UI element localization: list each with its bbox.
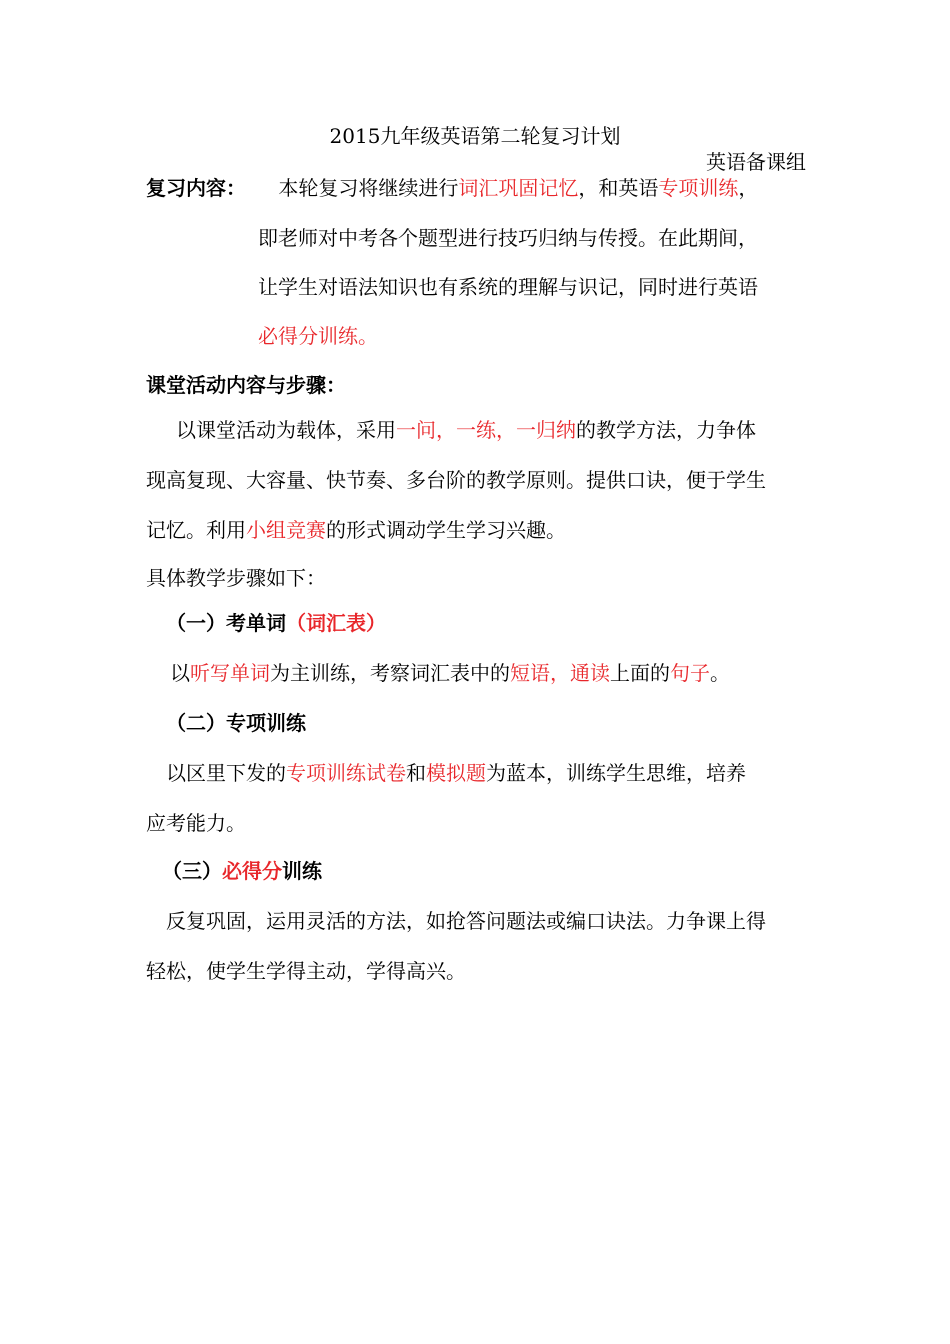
step2-line-1 [166, 759, 808, 787]
step1-segment: 。 [710, 661, 730, 685]
highlight-vocab-memory: 词汇巩固记忆 [458, 176, 579, 200]
highlight-dictation: 听写单词 [190, 661, 270, 685]
highlight-test-papers: 专项训练试卷 [286, 761, 406, 785]
activity-line-2: 现高复现、大容量、快节奏、多台阶的教学原则。提供口诀，便于学生 [146, 468, 766, 492]
step3-heading-highlight: 必得分 [222, 859, 282, 883]
review-text: ， [738, 176, 759, 200]
step1-segment: 为主训练，考察词汇表中的 [270, 661, 510, 685]
review-line-1 [146, 174, 808, 202]
step1-text [170, 659, 832, 687]
step2-segment: 为蓝本，训练学生思维，培养 [486, 761, 746, 785]
review-line-2: 即老师对中考各个题型进行技巧归纳与传授。在此期间， [258, 226, 758, 250]
step1-heading-text: （一）考单词 [166, 611, 286, 635]
steps-intro: 具体教学步骤如下： [146, 566, 326, 590]
step3-heading [162, 857, 824, 885]
review-line-4: 必得分训练。 [258, 324, 378, 348]
activity-line-1 [176, 416, 808, 444]
activity-line-3 [146, 516, 808, 544]
review-label: 复习内容： [146, 176, 246, 200]
step3-line-1: 反复巩固，运用灵活的方法，如抢答问题法或编口诀法。力争课上得 [166, 909, 766, 933]
step1-segment: 以 [170, 661, 190, 685]
step3-line-2: 轻松，使学生学得主动，学得高兴。 [146, 959, 466, 983]
step2-line-2: 应考能力。 [146, 811, 246, 835]
step3-heading-text: 训练 [282, 859, 322, 883]
activity-text: 以课堂活动为载体，采用 [176, 418, 396, 442]
highlight-mock-questions: 模拟题 [426, 761, 486, 785]
highlight-group-contest: 小组竞赛 [246, 518, 326, 542]
highlight-sentences: 句子 [670, 661, 710, 685]
activity-text: 记忆。利用 [146, 518, 246, 542]
step2-segment: 和 [406, 761, 426, 785]
step2-heading: （二）专项训练 [166, 711, 306, 735]
activity-text: 的教学方法，力争体 [576, 418, 756, 442]
step1-heading [166, 609, 828, 637]
activity-text: 的形式调动学生学习兴趣。 [326, 518, 566, 542]
step1-heading-highlight: （词汇表） [286, 611, 386, 635]
review-text: ，和英语 [578, 176, 659, 200]
review-text: 本轮复习将继续进行 [278, 176, 459, 200]
step2-segment: 以区里下发的 [166, 761, 286, 785]
step3-heading-text: （三） [162, 859, 222, 883]
highlight-method: 一问，一练，一归纳 [396, 418, 576, 442]
document-title: 2015九年级英语第二轮复习计划 [329, 124, 621, 148]
step1-segment: 上面的 [610, 661, 670, 685]
author-group: 英语备课组 [706, 150, 806, 174]
activity-heading: 课堂活动内容与步骤： [146, 373, 346, 397]
review-line-3: 让学生对语法知识也有系统的理解与识记，同时进行英语 [258, 275, 758, 299]
highlight-phrases: 短语，通读 [510, 661, 610, 685]
highlight-special-training: 专项训练 [658, 176, 739, 200]
